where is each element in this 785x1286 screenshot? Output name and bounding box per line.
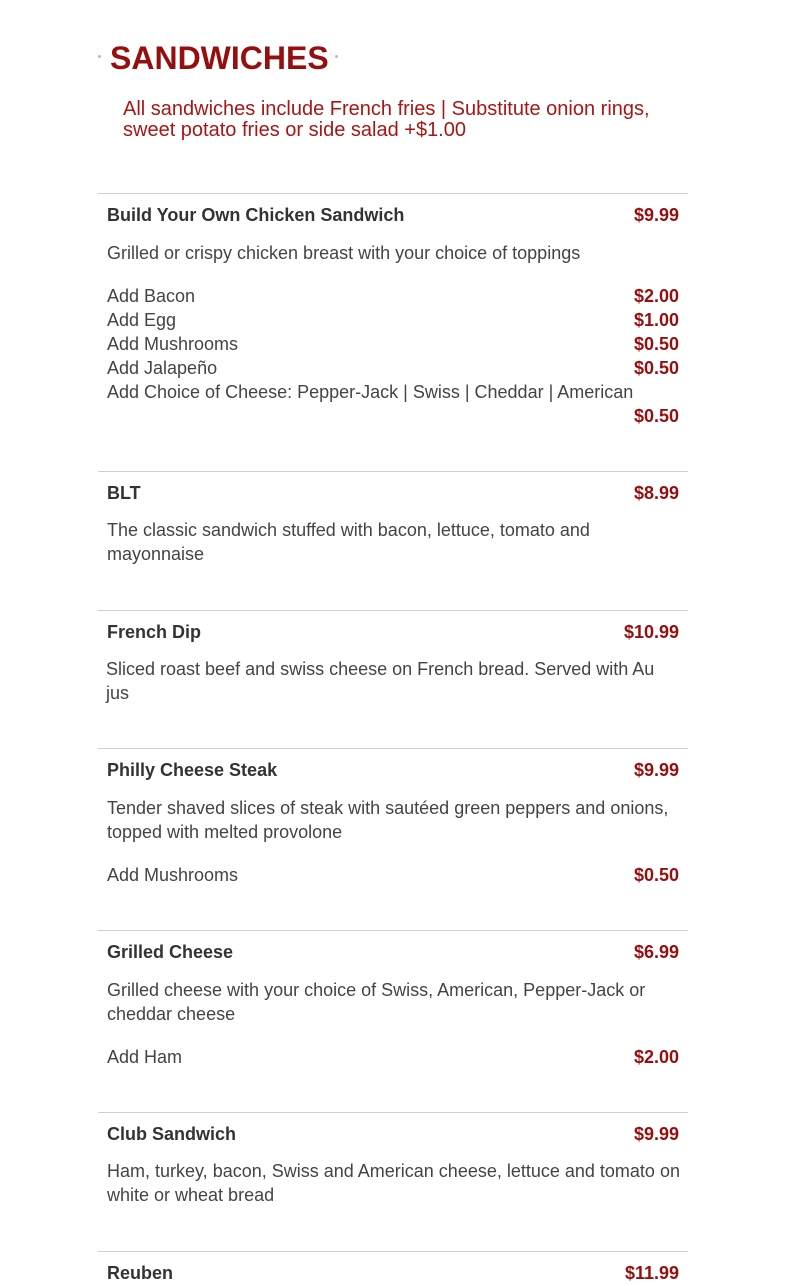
addon-price: $0.50 [633,358,679,378]
menu-item-french-dip [98,610,688,749]
item-description: Sliced roast beef and swiss cheese on French bread. Served with Au jus [106,659,655,703]
menu-item-club-sandwich [98,1112,688,1252]
addon-price: $0.50 [633,865,679,885]
item-name: Philly Cheese Steak [107,760,278,780]
item-name: Club Sandwich [107,1124,237,1144]
addon-row [107,863,679,887]
item-price: $9.99 [633,760,679,780]
item-header [107,204,679,228]
item-name: French Dip [107,622,202,642]
addon-row [107,380,679,428]
item-description: Grilled or crispy chicken breast with your choice of toppings [107,243,581,263]
addon-row [107,1045,679,1069]
item-price: $11.99 [624,1263,679,1283]
menu-item-reuben [98,1251,688,1283]
menu-item-philly-cheese-steak [98,748,688,931]
addon-price: $1.00 [633,310,679,330]
section-header [98,36,688,80]
addon-price: $2.00 [633,1047,679,1067]
section-title: SANDWICHES [110,40,329,76]
addon-name: Add Mushrooms [107,865,239,885]
menu-item-chicken-sandwich [98,193,688,472]
addon-name: Add Bacon [107,286,196,306]
decorative-dot [335,55,338,58]
item-name: Build Your Own Chicken Sandwich [107,205,405,225]
item-name: BLT [107,483,141,503]
addon-name: Add Egg [107,310,177,330]
addon-name: Add Jalapeño [107,358,218,378]
item-price: $8.99 [633,483,679,503]
item-description: Tender shaved slices of steak with sautéed green peppers and onions, topped with melted provolone [107,798,669,842]
addon-price: $2.00 [633,286,679,306]
menu-item-blt [98,471,688,611]
addon-name: Add Ham [107,1047,183,1067]
item-header [107,941,679,965]
item-price: $9.99 [633,205,679,225]
item-description: The classic sandwich stuffed with bacon, lettuce, tomato and mayonnaise [107,520,590,564]
menu-item-grilled-cheese [98,930,688,1113]
item-price: $10.99 [623,622,679,642]
item-header [107,1123,679,1147]
addon-name: Add Mushrooms [107,334,239,354]
addon-row [107,308,679,332]
addon-row [107,332,679,356]
item-price: $9.99 [633,1124,679,1144]
item-header [107,482,679,506]
addon-name: Add Choice of Cheese: Pepper-Jack | Swiss | Cheddar | American [107,382,634,402]
item-description: Grilled cheese with your choice of Swiss, American, Pepper-Jack or cheddar cheese [107,980,646,1024]
decorative-dot [98,55,101,58]
item-header [107,621,679,645]
addon-price: $0.50 [633,406,679,426]
addon-row [107,356,679,380]
item-name: Reuben [107,1263,174,1283]
item-description: Ham, turkey, bacon, Swiss and American cheese, lettuce and tomato on white or wheat bread [107,1161,680,1205]
addon-row [107,284,679,308]
item-name: Grilled Cheese [107,942,234,962]
item-price: $6.99 [633,942,679,962]
section-note: All sandwiches include French fries | Substitute onion rings, sweet potato fries or side salad +$1.00 [123,98,650,141]
addon-price: $0.50 [633,334,679,354]
item-header [107,759,679,783]
item-header [107,1262,679,1286]
